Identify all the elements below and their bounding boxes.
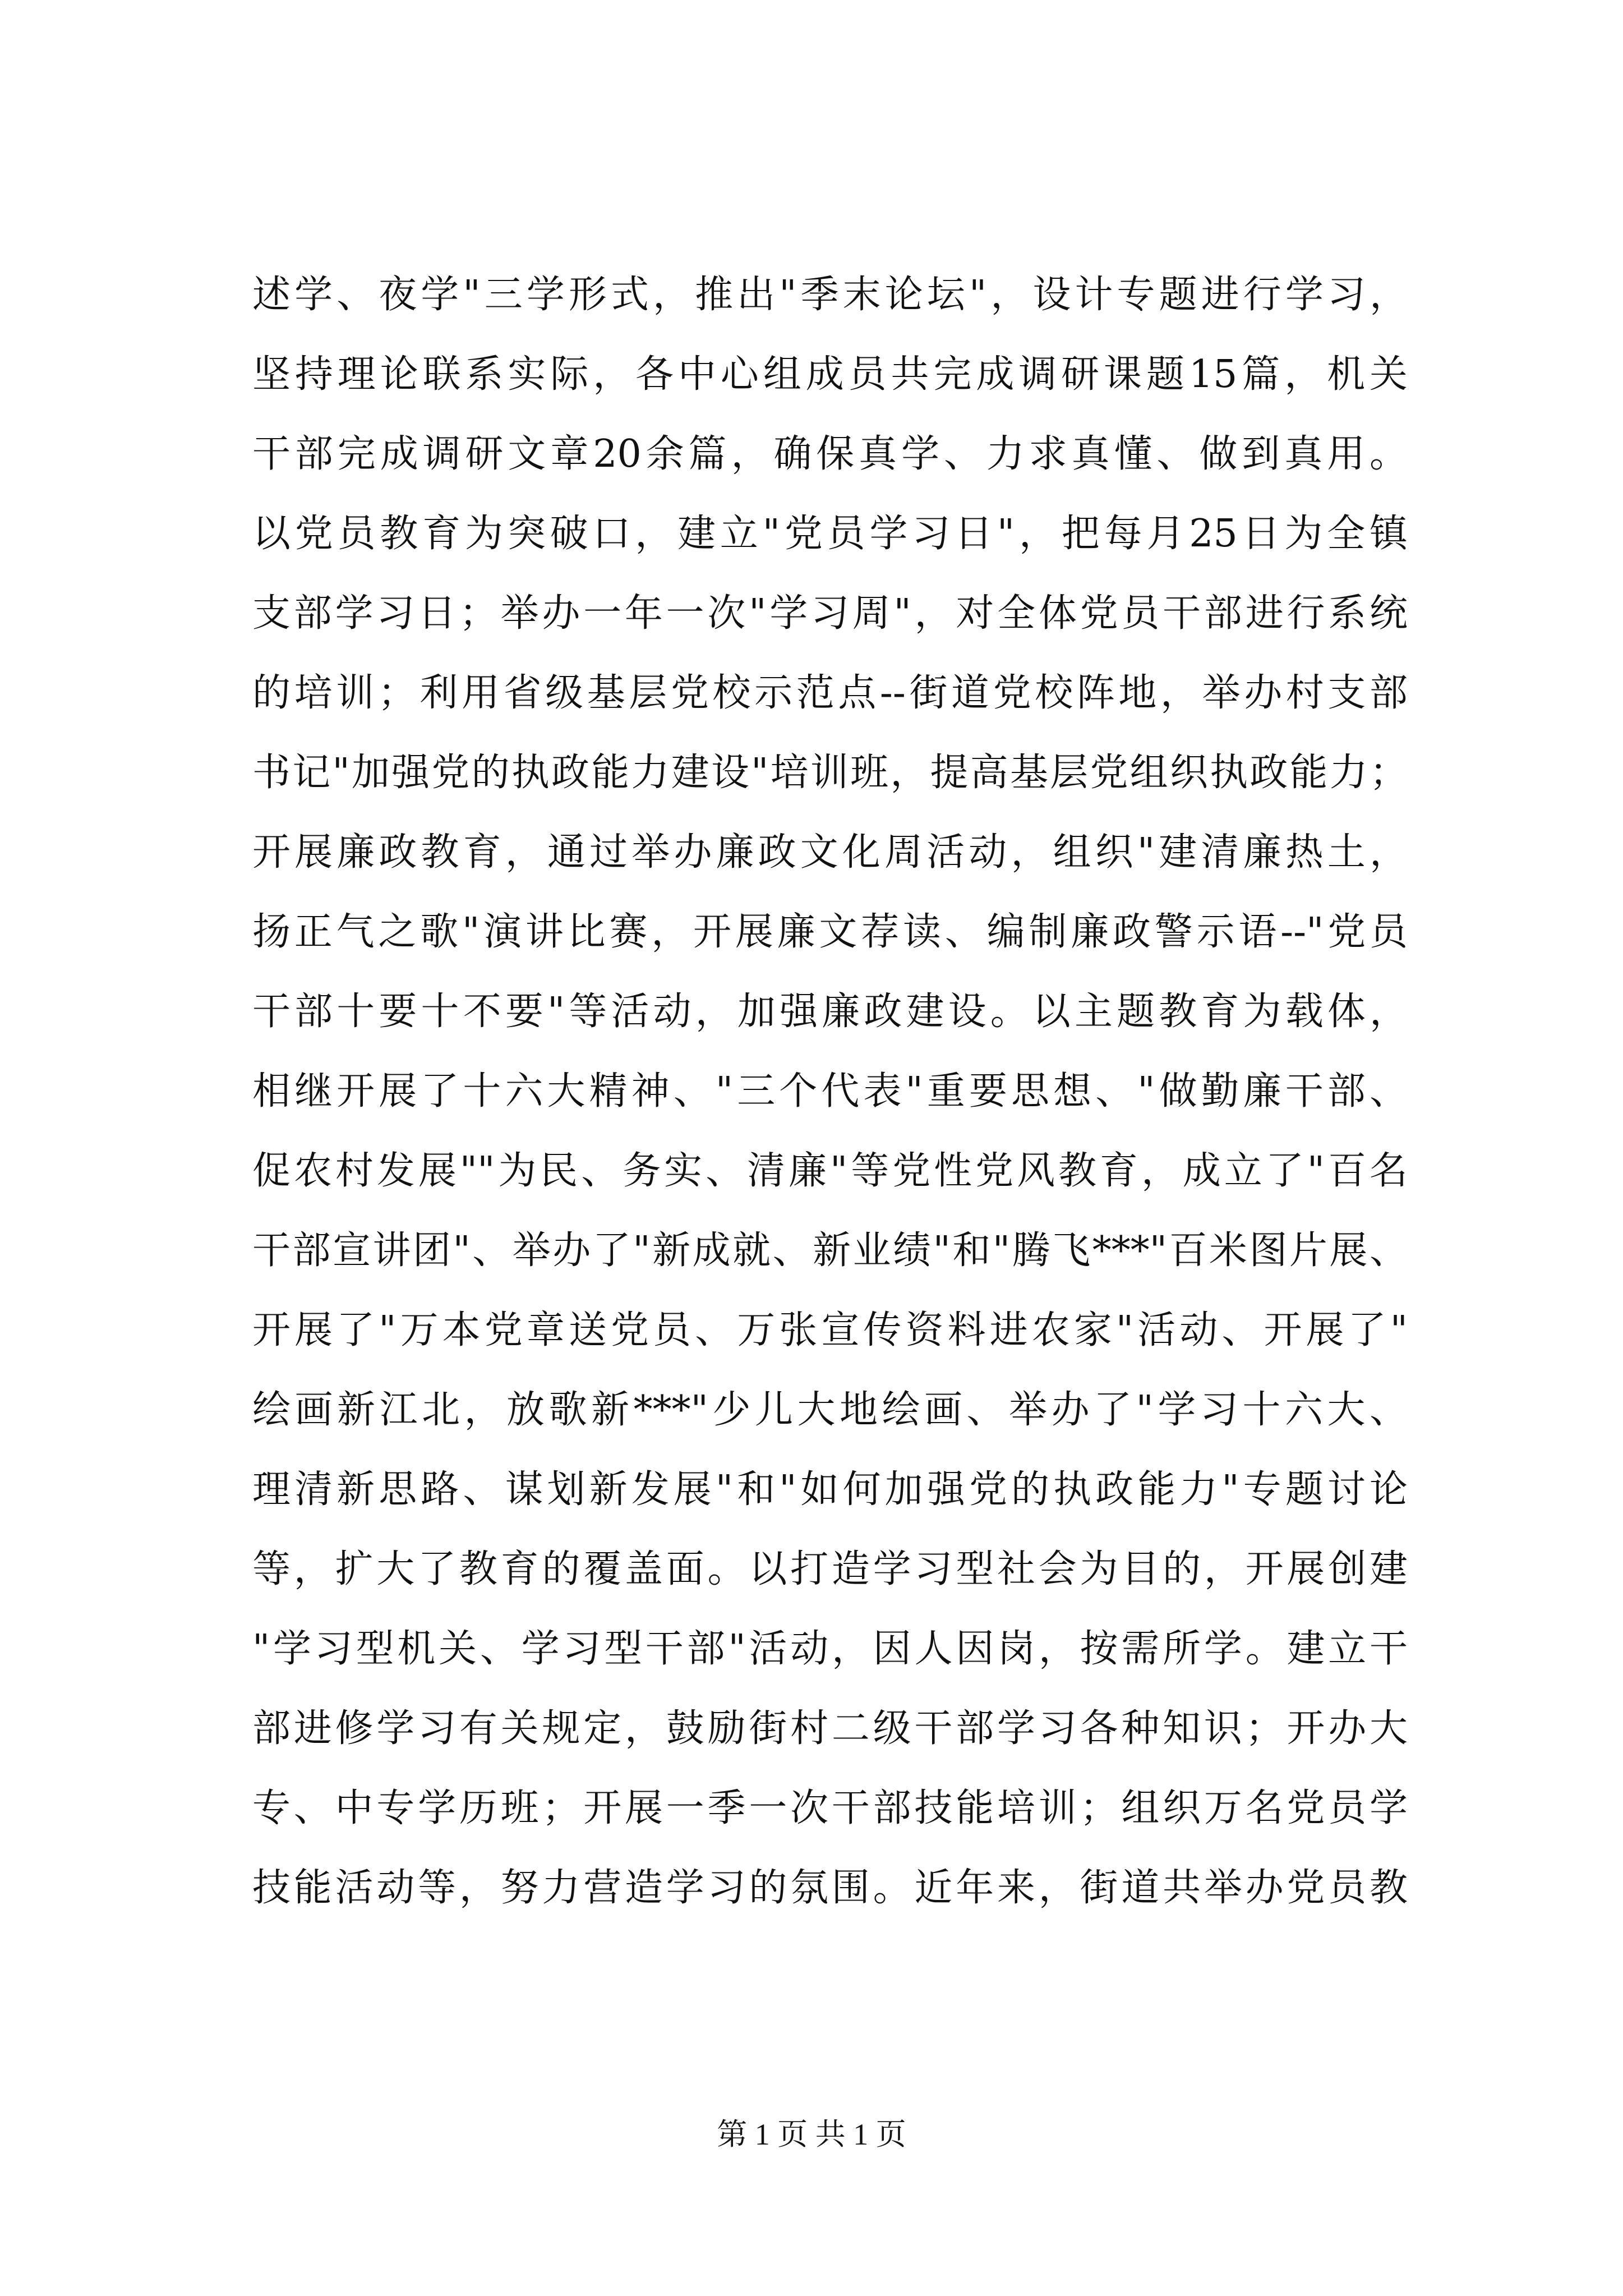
text-line: 干部宣讲团"、举办了"新成就、新业绩"和"腾飞***"百米图片展、 — [252, 1228, 1408, 1273]
text-line: 部进修学习有关规定，鼓励街村二级干部学习各种知识；开办大 — [252, 1706, 1408, 1751]
text-line: 绘画新江北，放歌新***"少儿大地绘画、举办了"学习十六大、 — [252, 1388, 1408, 1432]
text-line: 书记"加强党的执政能力建设"培训班，提高基层党组织执政能力； — [252, 751, 1408, 795]
text-line: 支部学习日；举办一年一次"学习周"，对全体党员干部进行系统 — [252, 591, 1408, 636]
text-line: 的培训；利用省级基层党校示范点--街道党校阵地，举办村支部 — [252, 671, 1408, 715]
text-line: 扬正气之歌"演讲比赛，开展廉文荐读、编制廉政警示语--"党员 — [252, 910, 1408, 954]
text-line: 理清新思路、谋划新发展"和"如何加强党的执政能力"专题讨论 — [252, 1467, 1408, 1512]
text-line: 促农村发展""为民、务实、清廉"等党性党风教育，成立了"百名 — [252, 1149, 1408, 1193]
text-line: 干部十要十不要"等活动，加强廉政建设。以主题教育为载体， — [252, 990, 1408, 1034]
text-line: 述学、夜学"三学形式，推出"季末论坛"，设计专题进行学习， — [252, 273, 1408, 317]
text-line: 干部完成调研文章20余篇，确保真学、力求真懂、做到真用。 — [252, 432, 1408, 476]
text-line: 开展廉政教育，通过举办廉政文化周活动，组织"建清廉热土， — [252, 830, 1408, 875]
page-number-footer: 第 1 页 共 1 页 — [717, 2118, 906, 2151]
text-line: "学习型机关、学习型干部"活动，因人因岗，按需所学。建立干 — [252, 1627, 1408, 1671]
text-line: 坚持理论联系实际，各中心组成员共完成调研课题15篇，机关 — [252, 352, 1408, 397]
text-line: 等，扩大了教育的覆盖面。以打造学习型社会为目的，开展创建 — [252, 1547, 1408, 1591]
text-line: 开展了"万本党章送党员、万张宣传资料进农家"活动、开展了" — [252, 1308, 1408, 1352]
text-line: 相继开展了十六大精神、"三个代表"重要思想、"做勤廉干部、 — [252, 1069, 1408, 1114]
text-line: 技能活动等，努力营造学习的氛围。近年来，街道共举办党员教 — [252, 1866, 1408, 1910]
text-line: 以党员教育为突破口，建立"党员学习日"，把每月25日为全镇 — [252, 512, 1408, 556]
text-line: 专、中专学历班；开展一季一次干部技能培训；组织万名党员学 — [252, 1786, 1408, 1830]
document-body — [252, 255, 1408, 1928]
